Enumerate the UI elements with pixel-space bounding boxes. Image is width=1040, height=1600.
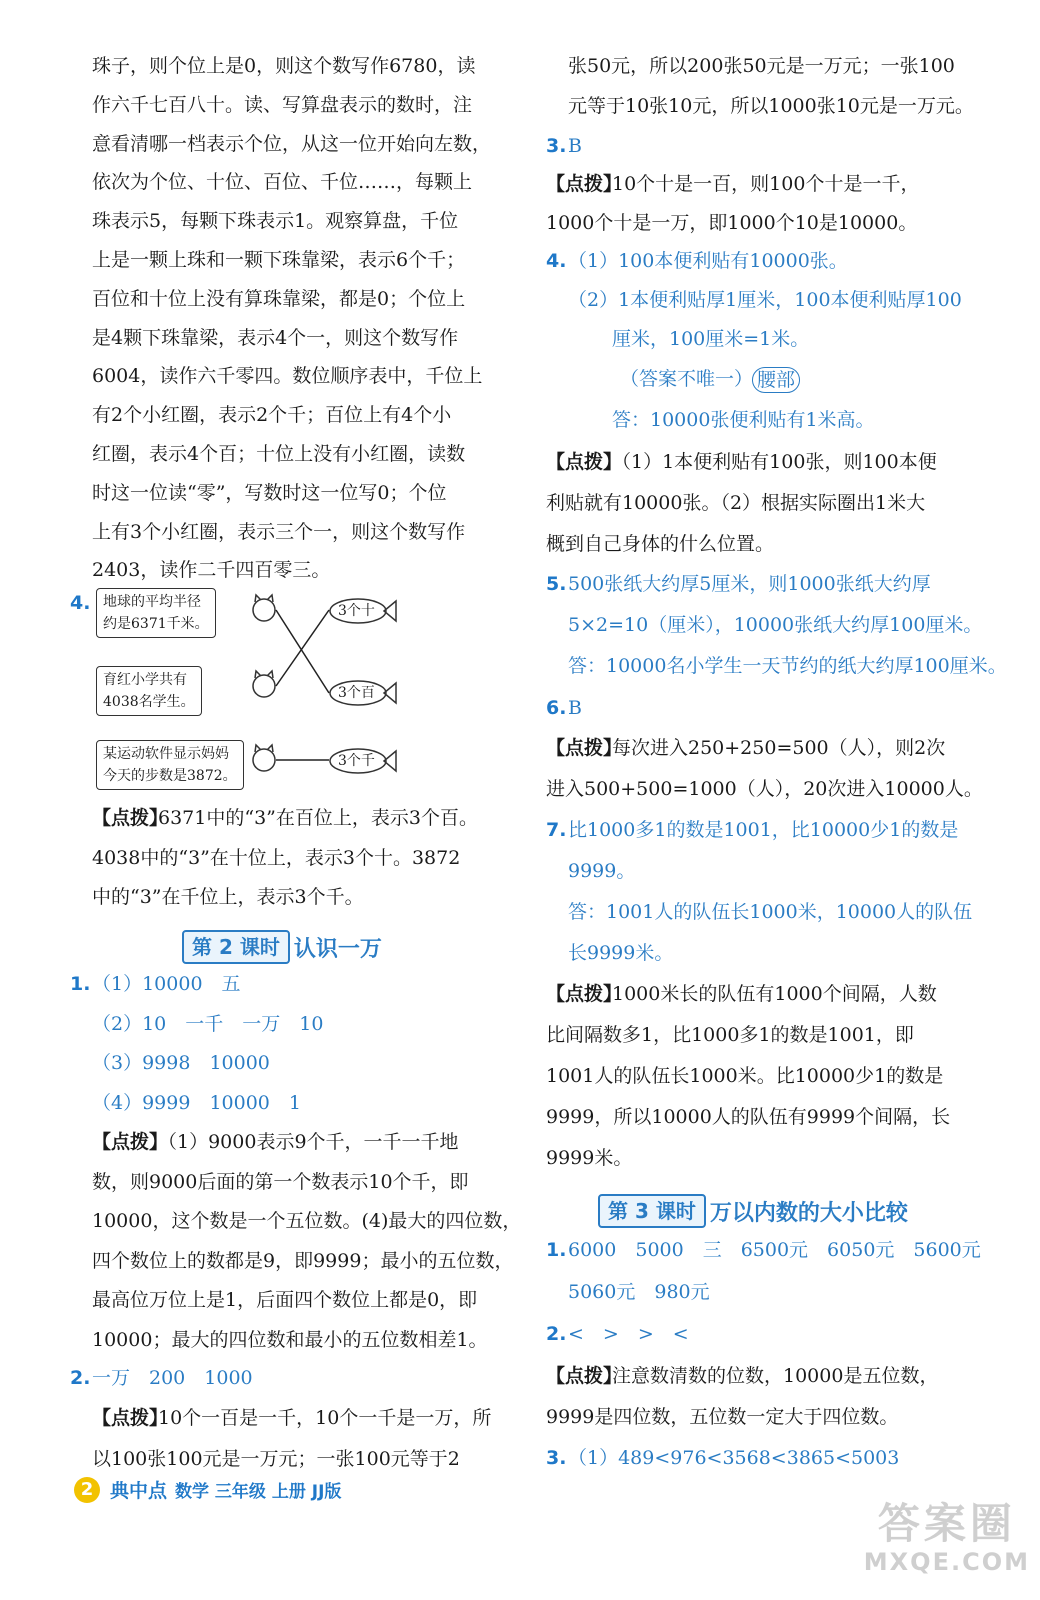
tip-line: 9999米。	[546, 1147, 633, 1169]
text-line: （3）9998 10000	[92, 1052, 270, 1074]
text-line: 长9999米。	[568, 942, 674, 964]
tip-label: 【点拨】	[546, 173, 623, 195]
box-line: 约是6371千米。	[103, 616, 209, 632]
text-line: 6004，读作六千零四。数位顺序表中，千位上	[92, 365, 483, 388]
statement-box-1	[96, 588, 216, 638]
text-line: 依次为个位、十位、百位、千位……，每颗上	[92, 171, 473, 194]
lesson3-q2-answer: < > > <	[568, 1323, 689, 1345]
tip-label: 【点拨】	[546, 737, 623, 759]
question-number: 6.	[546, 697, 567, 719]
box-line: 地球的平均半径	[103, 594, 201, 610]
box-line: 某运动软件显示妈妈	[103, 746, 229, 762]
tip-line: 9999，所以10000人的队伍有9999个间隔，长	[546, 1106, 951, 1128]
fish-label: 3个百	[338, 685, 375, 701]
tip-line: 四个数位上的数都是9，即9999；最小的五位数，	[92, 1249, 514, 1272]
tip-line: 6371中的“3”在百位上，表示3个百。	[158, 807, 478, 829]
tip-line: （1）1本便利贴有100张，则100本便	[612, 451, 937, 473]
tip-label: 【点拨】	[92, 1407, 169, 1429]
text-line: 元等于10张10元，所以1000张10元是一万元。	[568, 95, 974, 117]
tip-label: 【点拨】	[546, 451, 623, 473]
tip-line: 10个十是一百，则100个十是一千，	[612, 173, 920, 195]
lesson-tag: 第 2 课时	[182, 930, 290, 964]
book-info: 数学 三年级 上册 JJ版	[175, 1482, 342, 1502]
lesson-3-heading	[598, 1194, 908, 1228]
question-number: 5.	[546, 573, 567, 595]
text-line: 百位和十位上没有算珠靠梁，都是0；个位上	[92, 287, 466, 310]
brand-logo: 典中点	[110, 1480, 168, 1502]
text-line: 意看清哪一档表示个位，从这一位开始向左数，	[92, 132, 492, 155]
tip-line: 10000；最大的四位数和最小的五位数相差1。	[92, 1328, 488, 1351]
tip-line: 1000个十是一万，即1000个10是10000。	[546, 212, 918, 234]
lesson-title: 认识一万	[293, 936, 382, 962]
q3-answer: B	[568, 135, 582, 157]
text-line: 5×2=10（厘米），10000张纸大约厚100厘米。	[568, 614, 983, 636]
tip-label: 【点拨】	[92, 1131, 169, 1153]
text-line: 2403，读作二千四百零三。	[92, 559, 331, 582]
fish-card-3	[328, 746, 398, 780]
tip-line: 数，则9000后面的第一个数表示10个千，即	[92, 1170, 469, 1193]
tip-line: 比间隔数多1，比1000多1的数是1001，即	[546, 1024, 914, 1046]
tip-line: （1）9000表示9个千，一千一千地	[158, 1131, 459, 1153]
tip-line: 1000米长的队伍有1000个间隔，人数	[612, 983, 937, 1005]
text-line: （4）9999 10000 1	[92, 1091, 301, 1114]
text-line: （答案不唯一）	[620, 368, 754, 390]
text-line: 厘米，100厘米=1米。	[612, 328, 810, 350]
text-line: （2）10 一千 一万 10	[92, 1012, 324, 1035]
text-line: 珠子，则个位上是0，则这个数写作6780，读	[92, 55, 476, 77]
tip-line: 中的“3”在千位上，表示3个千。	[92, 886, 364, 908]
page-footer	[74, 1476, 341, 1503]
text-line: （1）100本便利贴有10000张。	[568, 250, 848, 272]
tip-line: 进入500+500=1000（人），20次进入10000人。	[546, 778, 983, 800]
tip-line: 9999是四位数，五位数一定大于四位数。	[546, 1406, 899, 1428]
question-number: 2.	[546, 1323, 567, 1345]
tip-label: 【点拨】	[546, 983, 623, 1005]
fish-label: 3个十	[338, 603, 375, 619]
lesson3-q3-answer: （1）489<976<3568<3865<5003	[568, 1447, 900, 1469]
tip-label: 【点拨】	[92, 807, 169, 829]
q6-answer: B	[568, 697, 582, 719]
text-line: 比1000多1的数是1001，比10000少1的数是	[568, 819, 959, 841]
circled-answer: 腰部	[752, 367, 800, 393]
tip-line: 10个一百是一千，10个一千是一万，所	[158, 1407, 492, 1429]
text-line: 500张纸大约厚5厘米，则1000张纸大约厚	[568, 573, 931, 595]
text-line: 上是一颗上珠和一颗下珠靠梁，表示6个千；	[92, 249, 466, 271]
text-line: 5060元 980元	[568, 1281, 710, 1303]
text-line: 张50元，所以200张50元是一万元；一张100	[568, 55, 955, 77]
box-line: 今天的步数是3872。	[103, 768, 237, 784]
tip-line: 以100张100元是一万元；一张100元等于2	[92, 1448, 460, 1470]
box-line: 4038名学生。	[103, 694, 195, 710]
text-line: 答：10000张便利贴有1米高。	[612, 409, 875, 431]
question-number: 3.	[546, 135, 567, 157]
text-line: 上有3个小红圈，表示三个一，则这个数写作	[92, 520, 466, 543]
statement-box-2	[96, 666, 202, 716]
text-line: 有2个小红圈，表示2个千；百位上有4个小	[92, 404, 452, 427]
watermark-logo: 答案圈	[877, 1499, 1016, 1548]
text-line: （2）1本便利贴厚1厘米，100本便利贴厚100	[568, 289, 962, 311]
tip-line: 注意数清数的位数，10000是五位数，	[612, 1365, 939, 1387]
text-line: 9999。	[568, 860, 636, 882]
text-line: 答：10000名小学生一天节约的纸大约厚100厘米。	[568, 655, 1007, 677]
text-line: （1）10000 五	[92, 973, 241, 995]
question-number: 2.	[70, 1367, 91, 1389]
page-number: 2	[74, 1477, 100, 1503]
fish-label: 3个千	[338, 753, 375, 769]
box-line: 育红小学共有	[103, 672, 187, 688]
question-number: 4.	[546, 250, 567, 272]
text-line: 答：1001人的队伍长1000米，10000人的队伍	[568, 901, 973, 923]
question-number: 1.	[546, 1239, 567, 1261]
question-number: 7.	[546, 819, 567, 841]
text-line: 红圈，表示4个百；十位上没有小红圈，读数	[92, 443, 466, 465]
tip-line: 1001人的队伍长1000米。比10000少1的数是	[546, 1065, 944, 1087]
text-line: 是4颗下珠靠梁，表示4个一，则这个数写作	[92, 326, 459, 349]
question-number: 4.	[70, 592, 91, 614]
fish-card-2	[328, 678, 398, 712]
tip-line: 概到自己身体的什么位置。	[546, 533, 775, 555]
q2-answer: 一万 200 1000	[92, 1367, 253, 1389]
tip-line: 利贴就有10000张。（2）根据实际圈出1米大	[546, 492, 926, 514]
tip-label: 【点拨】	[546, 1365, 623, 1387]
lesson-tag: 第 3 课时	[598, 1194, 706, 1228]
tip-line: 每次进入250+250=500（人），则2次	[612, 737, 946, 759]
watermark-url: MXQE.COM	[863, 1548, 1030, 1576]
question-number: 1.	[70, 973, 91, 995]
text-line: 作六千七百八十。读、写算盘表示的数时，注	[92, 93, 473, 116]
question-number: 3.	[546, 1447, 567, 1469]
fish-card-1	[328, 596, 398, 630]
tip-line: 4038中的“3”在十位上，表示3个十。3872	[92, 846, 461, 869]
lesson-title: 万以内数的大小比较	[709, 1200, 908, 1226]
tip-line: 10000，这个数是一个五位数。(4)最大的四位数，	[92, 1210, 522, 1232]
text-line: 珠表示5，每颗下珠表示1。观察算盘，千位	[92, 210, 459, 233]
lesson-2-heading	[182, 930, 382, 964]
text-line: 6000 5000 三 6500元 6050元 5600元	[568, 1239, 981, 1261]
text-line: 时这一位读“零”，写数时这一位写0；个位	[92, 481, 447, 504]
tip-line: 最高位万位上是1，后面四个数位上都是0，即	[92, 1289, 478, 1311]
statement-box-3	[96, 740, 244, 790]
watermark	[864, 1500, 1030, 1576]
